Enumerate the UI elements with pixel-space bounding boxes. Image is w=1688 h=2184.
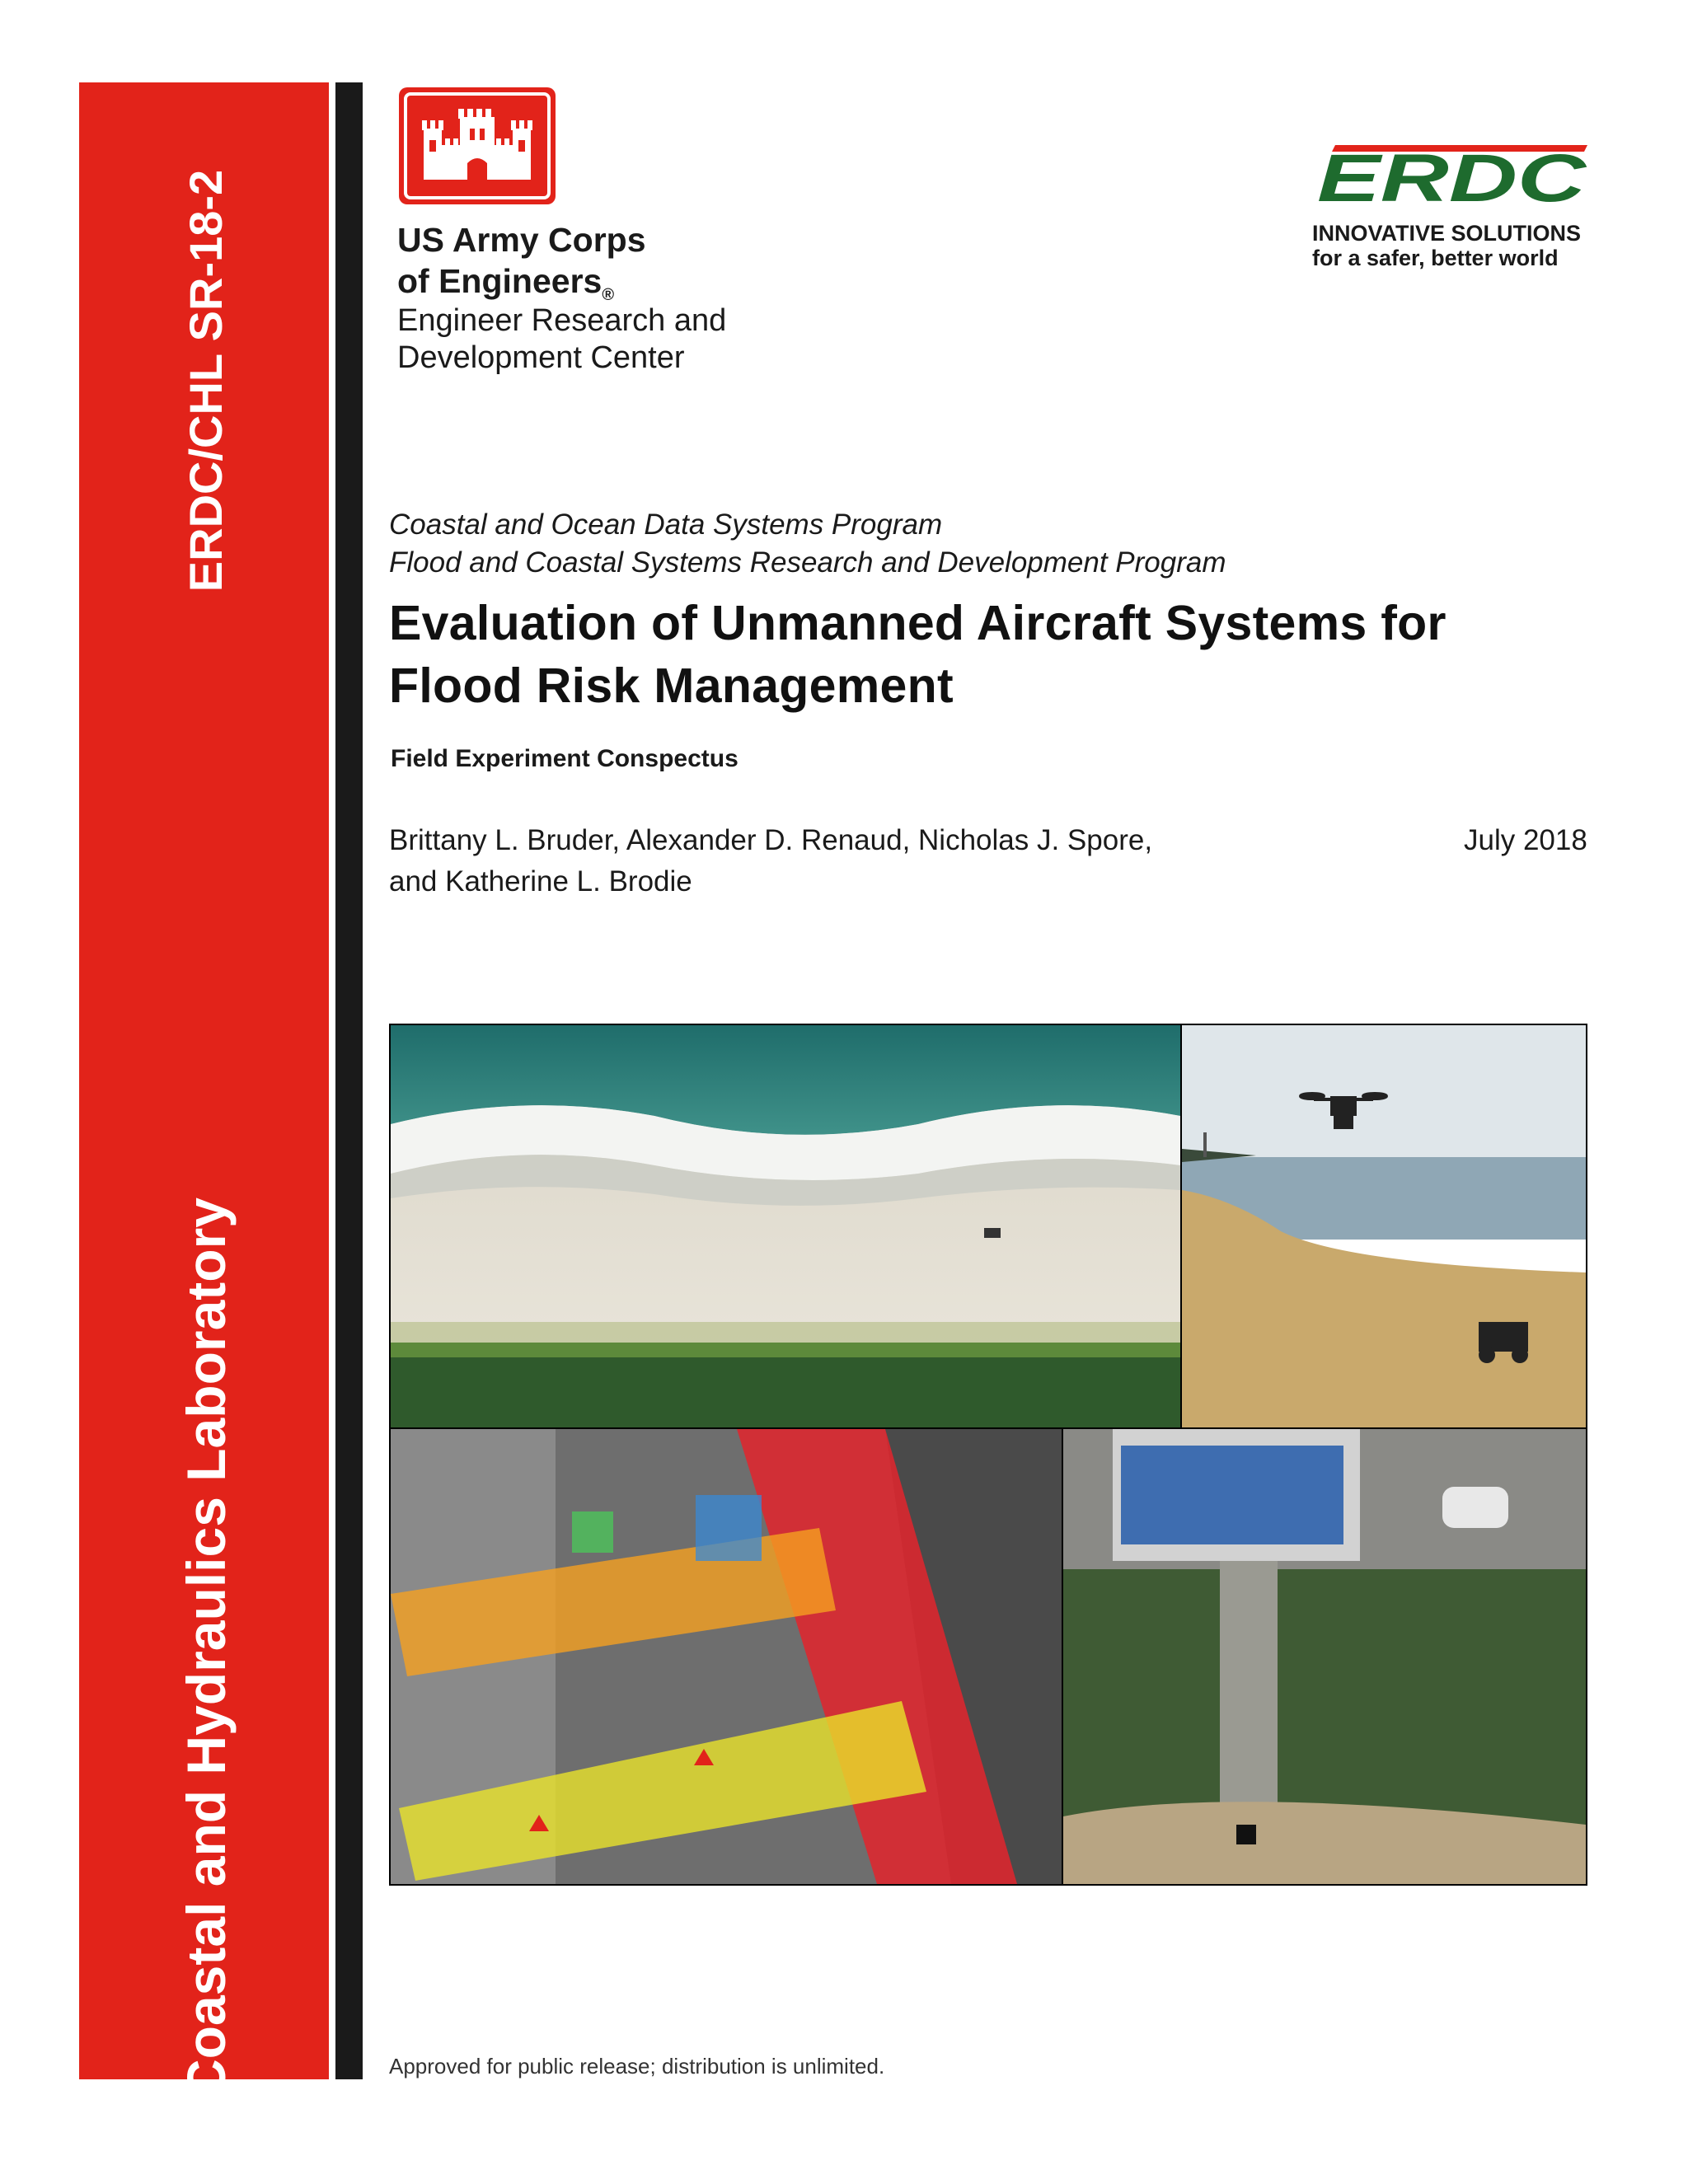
usace-name-line2: of Engineers$_®$ bbox=[397, 262, 615, 305]
publication-date: July 2018 bbox=[1464, 824, 1587, 856]
title-line-2: Flood Risk Management bbox=[389, 658, 954, 713]
usace-name-line3: Engineer Research and bbox=[397, 303, 727, 338]
flight-plan-map bbox=[389, 1427, 1063, 1886]
laboratory-name: Coastal and Hydraulics Laboratory bbox=[176, 1197, 237, 2098]
usace-name-line4: Development Center bbox=[397, 340, 685, 375]
report-number: ERDC/CHL SR-18-2 bbox=[180, 169, 232, 593]
program-line-1: Coastal and Ocean Data Systems Program bbox=[389, 509, 943, 541]
release-statement: Approved for public release; distribution is unlimited. bbox=[389, 2054, 885, 2079]
erdc-tagline-2: for a safer, better world bbox=[1312, 246, 1559, 270]
program-line-2: Flood and Coastal Systems Research and Development Program bbox=[389, 546, 1226, 579]
erdc-logo bbox=[1311, 140, 1591, 206]
registered-mark: ® bbox=[602, 286, 615, 305]
erdc-tagline-1: INNOVATIVE SOLUTIONS bbox=[1312, 221, 1582, 246]
erdc-logo-text: ERDC bbox=[1317, 141, 1588, 206]
title-line-1: Evaluation of Unmanned Aircraft Systems for bbox=[389, 596, 1447, 650]
subtitle: Field Experiment Conspectus bbox=[391, 745, 738, 772]
authors-line-2: and Katherine L. Brodie bbox=[389, 865, 692, 898]
usace-name-line1: US Army Corps bbox=[397, 221, 646, 259]
side-black-bar bbox=[335, 82, 363, 2079]
aerial-beach-photo bbox=[389, 1024, 1182, 1429]
usace-logo bbox=[399, 87, 556, 204]
authors-line-1: Brittany L. Bruder, Alexander D. Renaud, Nicholas J. Spore, bbox=[389, 824, 1153, 856]
drone-beach-photo bbox=[1180, 1024, 1587, 1429]
castle-icon bbox=[399, 87, 556, 204]
pier-aerial-photo bbox=[1062, 1427, 1587, 1886]
